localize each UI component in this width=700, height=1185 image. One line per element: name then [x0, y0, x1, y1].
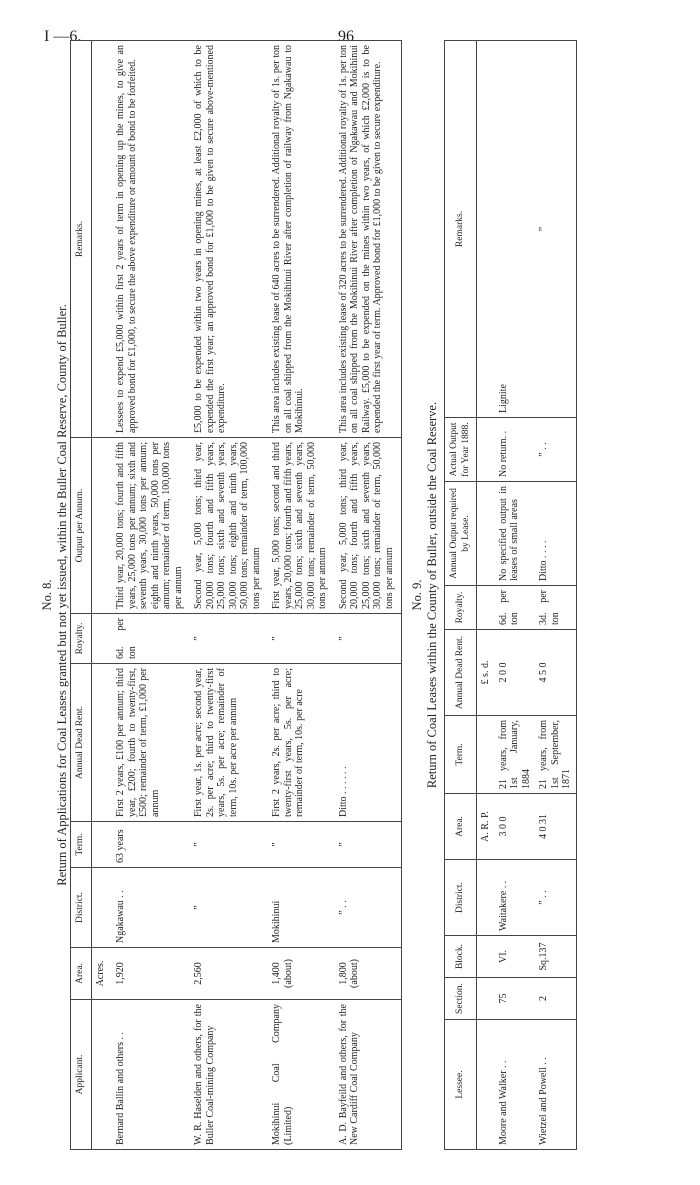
rent-cell: 4 5 0 — [535, 630, 576, 716]
table9-col-royalty: Royalty. — [445, 586, 477, 630]
block-cell: Sq.137 — [535, 936, 576, 978]
page-number: 96 — [338, 28, 354, 45]
rent-cell: Ditto . . . . . . — [335, 664, 402, 822]
remarks-cell: Lignite — [495, 41, 536, 418]
applicant-cell: A. D. Bayfeild and others, for the New Cardiff Coal Company — [335, 1000, 402, 1150]
applicant-cell: W. R. Haselden and others, for the Buller Coal-mining Company — [190, 1000, 268, 1150]
table8-number: No. 8. — [40, 579, 54, 611]
table9-col-area: Area. — [445, 794, 477, 860]
table-row — [268, 41, 335, 1150]
rent-cell: First year, 1s. per acre; second year, 2s. per acre; third to twenty-first years, 5s. per acre; remainder of term, 10s. per acre per annum — [190, 664, 268, 822]
page-section-label: I —6. — [44, 28, 82, 45]
table9-col-section: Section. — [445, 978, 477, 1020]
block-cell: VI. — [495, 936, 536, 978]
table9-header-row — [445, 41, 477, 1150]
actual-output-cell: ” . . — [535, 418, 576, 482]
term-cell: ” — [335, 822, 402, 868]
lessee-cell: Moore and Walker . . — [495, 1020, 536, 1150]
remarks-cell: This area includes existing lease of 640 acres to be surrendered. Additional royalty of 1s. per ton on all coal shipped from the Mokihinui River after completion of railway from Ngakawau to Mokihinui. — [268, 41, 335, 438]
district-cell: ” . . — [535, 860, 576, 936]
output-cell: Second year, 5,000 tons; third year, 20,000 tons; fourth and fifth years, 25,000 tons; sixth and seventh years, 30,000 tons; eighth and ninth years, 50,000 tons; remainder of term, 100,000 tons per annum — [190, 438, 268, 614]
table8-col-remarks: Remarks. — [71, 41, 92, 438]
rent-cell: First 2 years, £100 per annum; third year, £200; fourth to twenty-first, £500; remainder of term, £1,000 per annum — [112, 664, 190, 822]
district-cell: ” — [190, 868, 268, 948]
table8-caption: Return of Applications for Coal Leases granted but not yet issued, within the Buller Coal Reserve, County of Buller. — [55, 304, 69, 886]
term-cell: ” — [268, 822, 335, 868]
table8-col-rent: Annual Dead Rent. — [71, 664, 92, 822]
applicant-cell: Bernard Ballin and others . . — [112, 1000, 190, 1150]
table9 — [444, 40, 577, 1150]
table8-col-output: Output per Annum. — [71, 438, 92, 614]
table9-number: No. 9. — [410, 579, 424, 611]
table9-area-units: A. R. P. — [477, 794, 495, 860]
table-row — [190, 41, 268, 1150]
remarks-cell: Lessees to expend £5,000 within first 2 years of term in opening up the mines, to give an approved bond for £1,000, to secure the above expenditure or amount of bond to be forfeited. — [112, 41, 190, 438]
output-cell: Third year, 20,000 tons; fourth and fifth years, 25,000 tons per annum; sixth and seventh years, 30,000 tons per annum; eighth and ninth years, 50,000 tons per annum; remainder of term, 100,000 tons per annum — [112, 438, 190, 614]
table9-col-rent: Annual Dead Rent. — [445, 630, 477, 716]
term-cell: ” — [190, 822, 268, 868]
output-cell: Second year, 5,000 tons; third year, 20,000 tons; fourth and fifth years, 25,000 tons; sixth and seventh years, 30,000 tons; remainder of term, 50,000 tons per annum — [335, 438, 402, 614]
table9-col-required-output: Annual Output required by Lease. — [445, 482, 477, 586]
table8-header-row — [71, 41, 92, 1150]
table9-col-district: District. — [445, 860, 477, 936]
actual-output-cell: No return. . — [495, 418, 536, 482]
royalty-cell: 6d. per ton — [112, 614, 190, 664]
applicant-cell: Mokihinui Coal Company (Limited) — [268, 1000, 335, 1150]
district-cell: Mokihinui — [268, 868, 335, 948]
district-cell: ” . . — [335, 868, 402, 948]
rent-cell: 2 0 0 — [495, 630, 536, 716]
royalty-cell: ” — [190, 614, 268, 664]
rotated-page-content — [40, 40, 680, 1150]
area-cell: 3 0 0 — [495, 794, 536, 860]
term-cell: 63 years — [112, 822, 190, 868]
required-output-cell: No specified output in leases of small areas — [495, 482, 536, 586]
table9-caption: Return of Coal Leases within the County of Buller, outside the Coal Reserve. — [425, 401, 439, 789]
district-cell: Waitakere . . — [495, 860, 536, 936]
table8-col-royalty: Royalty. — [71, 614, 92, 664]
table8-col-district: District. — [71, 868, 92, 948]
table-row — [535, 41, 576, 1150]
required-output-cell: Ditto . . . . — [535, 482, 576, 586]
district-cell: Ngakawau . . — [112, 868, 190, 948]
lessee-cell: Wietzel and Powell . . — [535, 1020, 576, 1150]
table8-area-unit: Acres. — [91, 948, 112, 1000]
table9-col-remarks: Remarks. — [445, 41, 477, 418]
section-cell: 2 — [535, 978, 576, 1020]
royalty-cell: ” — [335, 614, 402, 664]
table-row — [112, 41, 190, 1150]
area-cell: 2,560 — [190, 948, 268, 1000]
table8-col-term: Term. — [71, 822, 92, 868]
rent-cell: First 2 years, 2s. per acre; third to twenty-first years, 5s. per acre; remainder of term, 10s. per acre — [268, 664, 335, 822]
table8-col-applicant: Applicant. — [71, 1000, 92, 1150]
table-row — [495, 41, 536, 1150]
remarks-cell: £5,000 to be expended within two years in opening mines, at least £2,000 of which to be expended the first year; an approved bond for £1,000 to be given to secure above-mentioned expenditure. — [190, 41, 268, 438]
table9-col-block: Block. — [445, 936, 477, 978]
table9-units-row — [477, 41, 495, 1150]
table8 — [70, 40, 402, 1150]
term-cell: 21 years, from 1st September, 1871 — [535, 716, 576, 794]
table8-col-area: Area. — [71, 948, 92, 1000]
area-cell: 1,920 — [112, 948, 190, 1000]
remarks-cell: ” — [535, 41, 576, 418]
royalty-cell: 3d. per ton — [535, 586, 576, 630]
table9-col-term: Term. — [445, 716, 477, 794]
table9-col-actual-output: Actual Output for Year 1888. — [445, 418, 477, 482]
area-cell: 1,800 (about) — [335, 948, 402, 1000]
table9-rent-units: £ s. d. — [477, 630, 495, 716]
area-cell: 4 0 31 — [535, 794, 576, 860]
output-cell: First year, 5,000 tons; second and third years, 20,000 tons; fourth and fifth years, 25,000 tons; sixth and seventh years, 30,000 tons; remainder of term, 50,000 tons per annum — [268, 438, 335, 614]
area-cell: 1,400 (about) — [268, 948, 335, 1000]
royalty-cell: 6d. per ton — [495, 586, 536, 630]
table8-units-row — [91, 41, 112, 1150]
table9-col-lessee: Lessee. — [445, 1020, 477, 1150]
royalty-cell: ” — [268, 614, 335, 664]
table-row — [335, 41, 402, 1150]
remarks-cell: This area includes existing lease of 320 acres to be surrendered. Additional royalty of 1s. per ton on all coal shipped from the Mokihinui River after completion of Ngakawau and Mokihinui Railway. £5,000 to be expended on the mines within two years, of which £2,000 is to be expended the first year of term. Approved bond for £1,000 to be given to secure expenditure. — [335, 41, 402, 438]
term-cell: 21 years, from 1st January, 1884 — [495, 716, 536, 794]
section-cell: 75 — [495, 978, 536, 1020]
